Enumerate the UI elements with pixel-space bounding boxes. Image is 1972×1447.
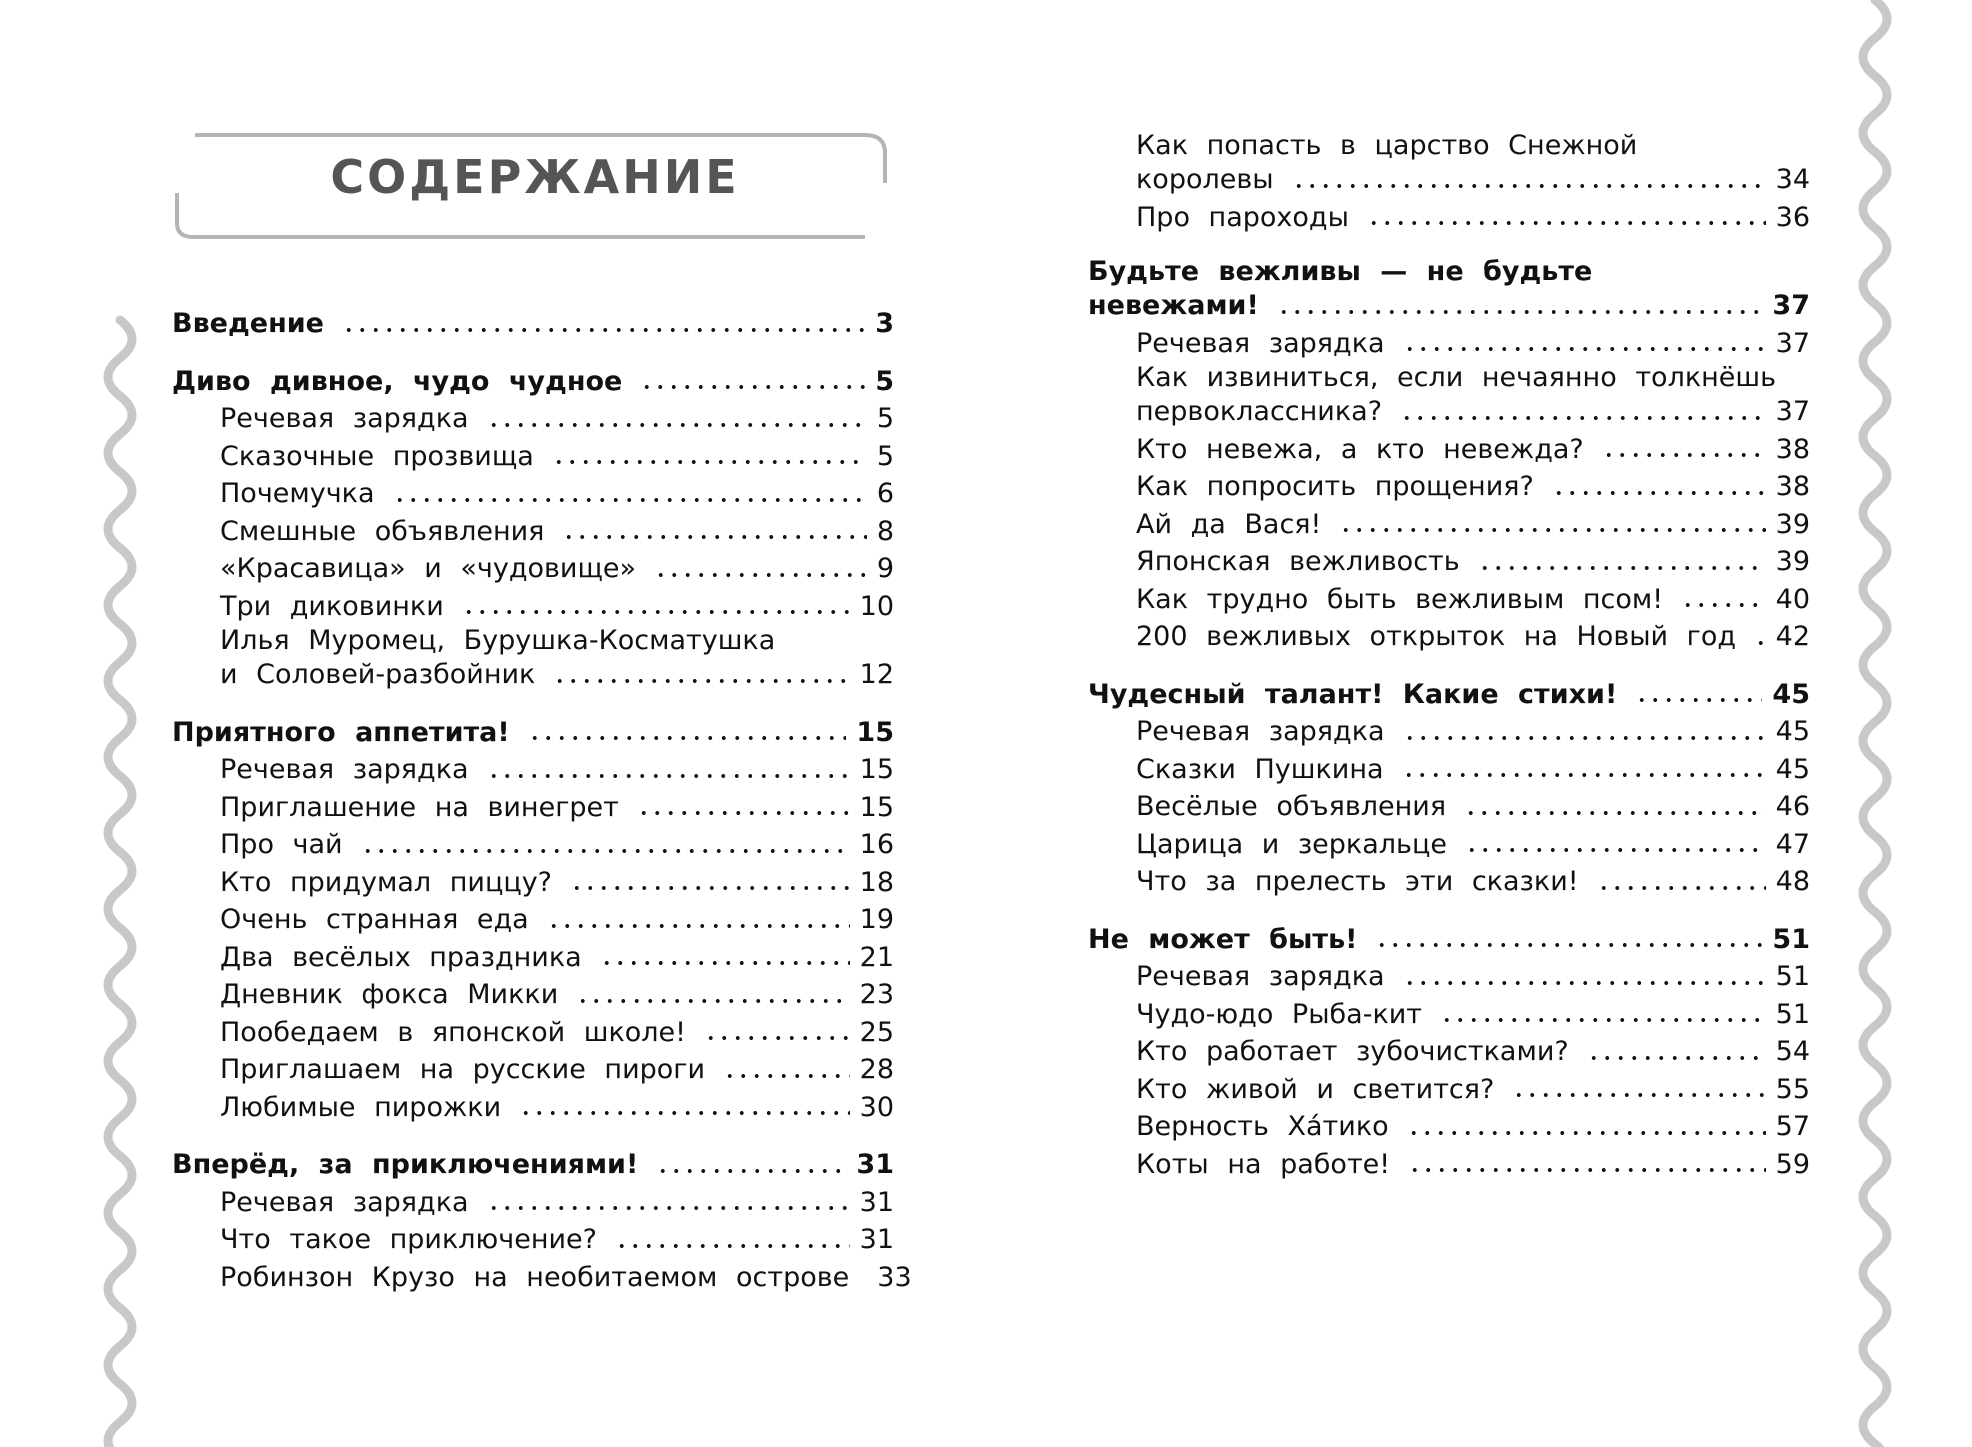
toc-section-heading [1088,921,1810,959]
toc-item [1088,826,1810,864]
toc-entry-title: Робинзон Крузо на необитаемом острове [220,1261,850,1293]
toc-item [1088,468,1810,506]
toc-entry-page: 37 [1775,327,1810,359]
toc-entry-title: и Соловей-разбойник [220,659,536,690]
toc-entry-page: 38 [1775,433,1810,465]
dot-leader [342,328,865,332]
toc-entry-title: Кто живой и светится? [1136,1073,1495,1105]
toc-entry-title: Кто невежа, а кто невежда? [1136,433,1584,465]
dot-leader [723,1074,850,1078]
toc-entry-page: 5 [875,365,894,397]
toc-section [172,363,894,694]
dot-leader [1277,310,1763,314]
dot-leader [704,1036,850,1040]
toc-entry-title: Японская вежливость [1136,546,1460,577]
toc-section [1088,256,1810,656]
toc-entry-page: 54 [1775,1036,1810,1067]
toc-entry-page: 15 [859,791,894,823]
dot-leader [1754,641,1766,645]
toc-entry-title: Что за прелесть эти сказки! [1136,866,1579,897]
toc-entry-title: Что такое приключение? [220,1224,597,1255]
toc-entry-page: 51 [1772,923,1810,955]
toc-item [172,438,894,476]
toc-entry-page: 40 [1775,583,1810,615]
toc-entry-title: Введение [172,308,324,339]
toc-item [1088,431,1810,469]
toc-item [1088,325,1810,363]
toc-entry-title: Приятного аппетита! [172,716,510,748]
toc-entry-title: Речевая зарядка [220,754,469,785]
dot-leader [528,736,847,740]
toc-item [172,976,894,1014]
dot-leader [656,1169,846,1173]
toc-section [1088,676,1810,901]
toc-entry-page: 30 [859,1091,894,1123]
toc-entry-title: Дневник фокса Микки [220,979,559,1010]
toc-entry-title: Речевая зарядка [220,1186,469,1218]
toc-entry-title: невежами! [1088,290,1259,321]
toc-item [172,1221,894,1259]
dot-leader [519,1111,849,1115]
toc-entry-title: Сказки Пушкина [1136,753,1384,785]
dot-leader [562,535,866,539]
toc-entry-page: 19 [859,904,894,935]
toc-entry-title: 200 вежливых открыток на Новый год [1136,621,1737,652]
toc-entry-page: 42 [1775,621,1810,652]
toc-item [1088,543,1810,581]
toc-entry-page: 39 [1775,546,1810,577]
toc-entry-title: Очень странная еда [220,904,529,935]
toc-entry-title: Сказочные прозвища [220,440,534,472]
toc-entry-title: Два весёлых праздника [220,941,582,973]
toc-entry-page: 33 [877,1261,912,1293]
toc-entry-title-line: Будьте вежливы — не будьте [1088,256,1593,287]
toc-item [1088,618,1810,656]
toc-entry-title: Речевая зарядка [1136,716,1385,747]
toc-item [172,751,894,789]
toc-item [1088,863,1810,901]
toc-entry-title: Три диковинки [220,590,444,622]
toc-item [172,400,894,438]
toc-right-column [1088,130,1810,1203]
toc-section-heading [172,714,894,752]
toc-entry-title: Кто работает зубочистками? [1136,1036,1569,1067]
toc-entry-title: Царица и зеркальце [1136,828,1447,860]
toc-item [1088,161,1810,199]
dot-leader [1440,1018,1766,1022]
dot-leader [393,498,867,502]
toc-entry-title: Речевая зарядка [220,403,469,434]
toc-entry-title: первоклассника? [1136,396,1383,427]
toc-entry-page: 38 [1775,471,1810,502]
toc-entry-page: 25 [859,1016,894,1048]
dot-leader [1339,528,1765,532]
toc-entry-title: Почемучка [220,478,375,509]
toc-item [172,1089,894,1127]
dot-leader [600,961,850,965]
toc-item [1088,996,1810,1034]
toc-entry-page: 8 [876,515,894,547]
toc-entry-page: 37 [1772,290,1810,321]
toc-section-heading [172,363,894,401]
toc-entry-title: Чудо-юдо Рыба-кит [1136,998,1423,1030]
toc-item [172,513,894,551]
toc-item [1088,713,1810,751]
toc-entry-page: 28 [859,1054,894,1085]
toc-item [172,1184,894,1222]
toc-entry-page: 36 [1775,201,1810,233]
toc-entry-page: 5 [876,403,894,434]
toc-section-heading [1088,676,1810,714]
toc-section-heading-line [1088,256,1810,287]
toc-entry-title-line: Как извиниться, если нечаянно толкнёшь [1136,362,1777,393]
dot-leader [1512,1093,1765,1097]
toc-entry-page: 15 [856,716,894,748]
toc-entry-title: Как попросить прощения? [1136,471,1534,502]
toc-item [1088,1108,1810,1146]
toc-item [172,656,894,694]
toc-entry-title: королевы [1136,164,1274,195]
dot-leader [1465,848,1766,852]
toc-item-line [1088,130,1810,161]
toc-entry-page: 31 [859,1224,894,1255]
toc-entry-page: 18 [859,866,894,898]
toc-section-heading [1088,287,1810,325]
toc-item [1088,1146,1810,1184]
dot-leader [361,849,850,853]
toc-entry-title: Как трудно быть вежливым псом! [1136,583,1664,615]
dot-leader [487,1206,850,1210]
dot-leader [1292,184,1766,188]
toc-item [172,588,894,626]
toc-entry-page: 9 [876,553,894,584]
toc-left-column [172,305,912,1316]
toc-entry-title: Диво дивное, чудо чудное [172,365,623,397]
toc-entry-page: 3 [875,308,894,339]
toc-entry-title: «Красавица» и «чудовище» [220,553,637,584]
toc-item [172,789,894,827]
toc-item [172,864,894,902]
dot-leader [1478,566,1766,570]
dot-leader [1403,347,1766,351]
toc-item [172,901,894,939]
toc-entry-page: 55 [1775,1073,1810,1105]
toc-item [172,1051,894,1089]
toc-item [1088,958,1810,996]
toc-entry-title: Верность Хáтико [1136,1111,1389,1142]
toc-entry-title: Вперёд, за приключениями! [172,1149,639,1180]
toc-entry-page: 45 [1772,678,1810,710]
dot-leader [1400,416,1766,420]
toc-entry-page: 39 [1775,508,1810,540]
toc-entry-page: 45 [1775,753,1810,785]
toc-entry-page: 34 [1775,164,1810,195]
toc-item [172,826,894,864]
toc-entry-title: Приглашаем на русские пироги [220,1054,706,1085]
toc-entry-title: Любимые пирожки [220,1091,502,1123]
toc-entry-title: Приглашение на винегрет [220,791,619,823]
toc-entry-title: Кто придумал пиццу? [220,866,553,898]
dot-leader [1464,811,1766,815]
toc-entry-title-line: Илья Муромец, Бурушка-Косматушка [220,625,776,656]
left-wavy-border [90,0,150,1447]
toc-entry-title: Речевая зарядка [1136,327,1385,359]
toc-item [172,475,894,513]
dot-leader [654,573,867,577]
toc-entry-title: Речевая зарядка [1136,961,1385,992]
toc-item-line [172,625,894,656]
dot-leader [487,774,850,778]
dot-leader [1402,773,1766,777]
toc-section [1088,921,1810,1184]
toc-entry-page: 57 [1775,1111,1810,1142]
toc-section-heading [172,305,894,343]
toc-entry-page: 10 [859,590,894,622]
dot-leader [615,1244,850,1248]
dot-leader [637,811,850,815]
dot-leader [1552,491,1766,495]
dot-leader [547,924,850,928]
toc-entry-title: Смешные объявления [220,515,545,547]
right-wavy-border [1845,0,1905,1447]
toc-entry-page: 31 [859,1186,894,1218]
toc-entry-page: 46 [1775,791,1810,822]
toc-entry-page: 16 [859,829,894,860]
dot-leader [1403,981,1766,985]
toc-item [1088,751,1810,789]
toc-item [1088,581,1810,619]
toc-entry-page: 37 [1775,396,1810,427]
toc-entry-title: Весёлые объявления [1136,791,1447,822]
toc-item [1088,788,1810,826]
toc-item [172,550,894,588]
toc-item [1088,199,1810,237]
toc-item [172,1014,894,1052]
dot-leader [1403,736,1766,740]
toc-entry-page: 31 [856,1149,894,1180]
dot-leader [1375,943,1762,947]
toc-entry-title: Про пароходы [1136,201,1349,233]
toc-entry-page: 23 [859,979,894,1010]
toc-item [1088,393,1810,431]
toc-item [1088,1071,1810,1109]
toc-entry-page: 15 [859,754,894,785]
toc-item [1088,1033,1810,1071]
toc-entry-page: 59 [1775,1148,1810,1180]
toc-entry-page: 51 [1775,998,1810,1030]
toc-entry-title: Коты на работе! [1136,1148,1391,1180]
dot-leader [1367,221,1766,225]
toc-section [172,714,894,1127]
dot-leader [552,460,867,464]
toc-section [172,305,894,343]
toc-entry-page: 6 [876,478,894,509]
toc-entry-title: Не может быть! [1088,923,1358,955]
toc-entry-title: Чудесный талант! Какие стихи! [1088,678,1618,710]
toc-entry-page: 21 [859,941,894,973]
toc-entry-page: 51 [1775,961,1810,992]
toc-continued-items [1088,130,1810,236]
dot-leader [640,385,865,389]
toc-item-line [1088,362,1810,393]
toc-item [172,939,894,977]
toc-entry-title: Пообедаем в японской школе! [220,1016,686,1048]
dot-leader [553,679,849,683]
toc-entry-page: 12 [859,659,894,690]
dot-leader [1602,453,1766,457]
toc-item [172,1259,912,1297]
dot-leader [1407,1131,1766,1135]
toc-entry-title-line: Как попасть в царство Снежной [1136,130,1638,161]
toc-item [1088,506,1810,544]
dot-leader [576,999,849,1003]
toc-entry-page: 47 [1775,828,1810,860]
dot-leader [570,886,850,890]
toc-entry-title: Ай да Вася! [1136,508,1322,540]
toc-entry-page: 48 [1775,866,1810,897]
toc-section [172,1146,912,1296]
dot-leader [1597,886,1766,890]
dot-leader [1681,603,1766,607]
dot-leader [462,610,850,614]
dot-leader [1408,1168,1766,1172]
dot-leader [1587,1056,1766,1060]
dot-leader [1635,698,1762,702]
toc-entry-page: 5 [876,440,894,472]
page-title: СОДЕРЖАНИЕ [330,150,740,204]
toc-entry-title: Про чай [220,829,343,860]
toc-section-heading [172,1146,894,1184]
toc-entry-page: 45 [1775,716,1810,747]
dot-leader [487,423,867,427]
